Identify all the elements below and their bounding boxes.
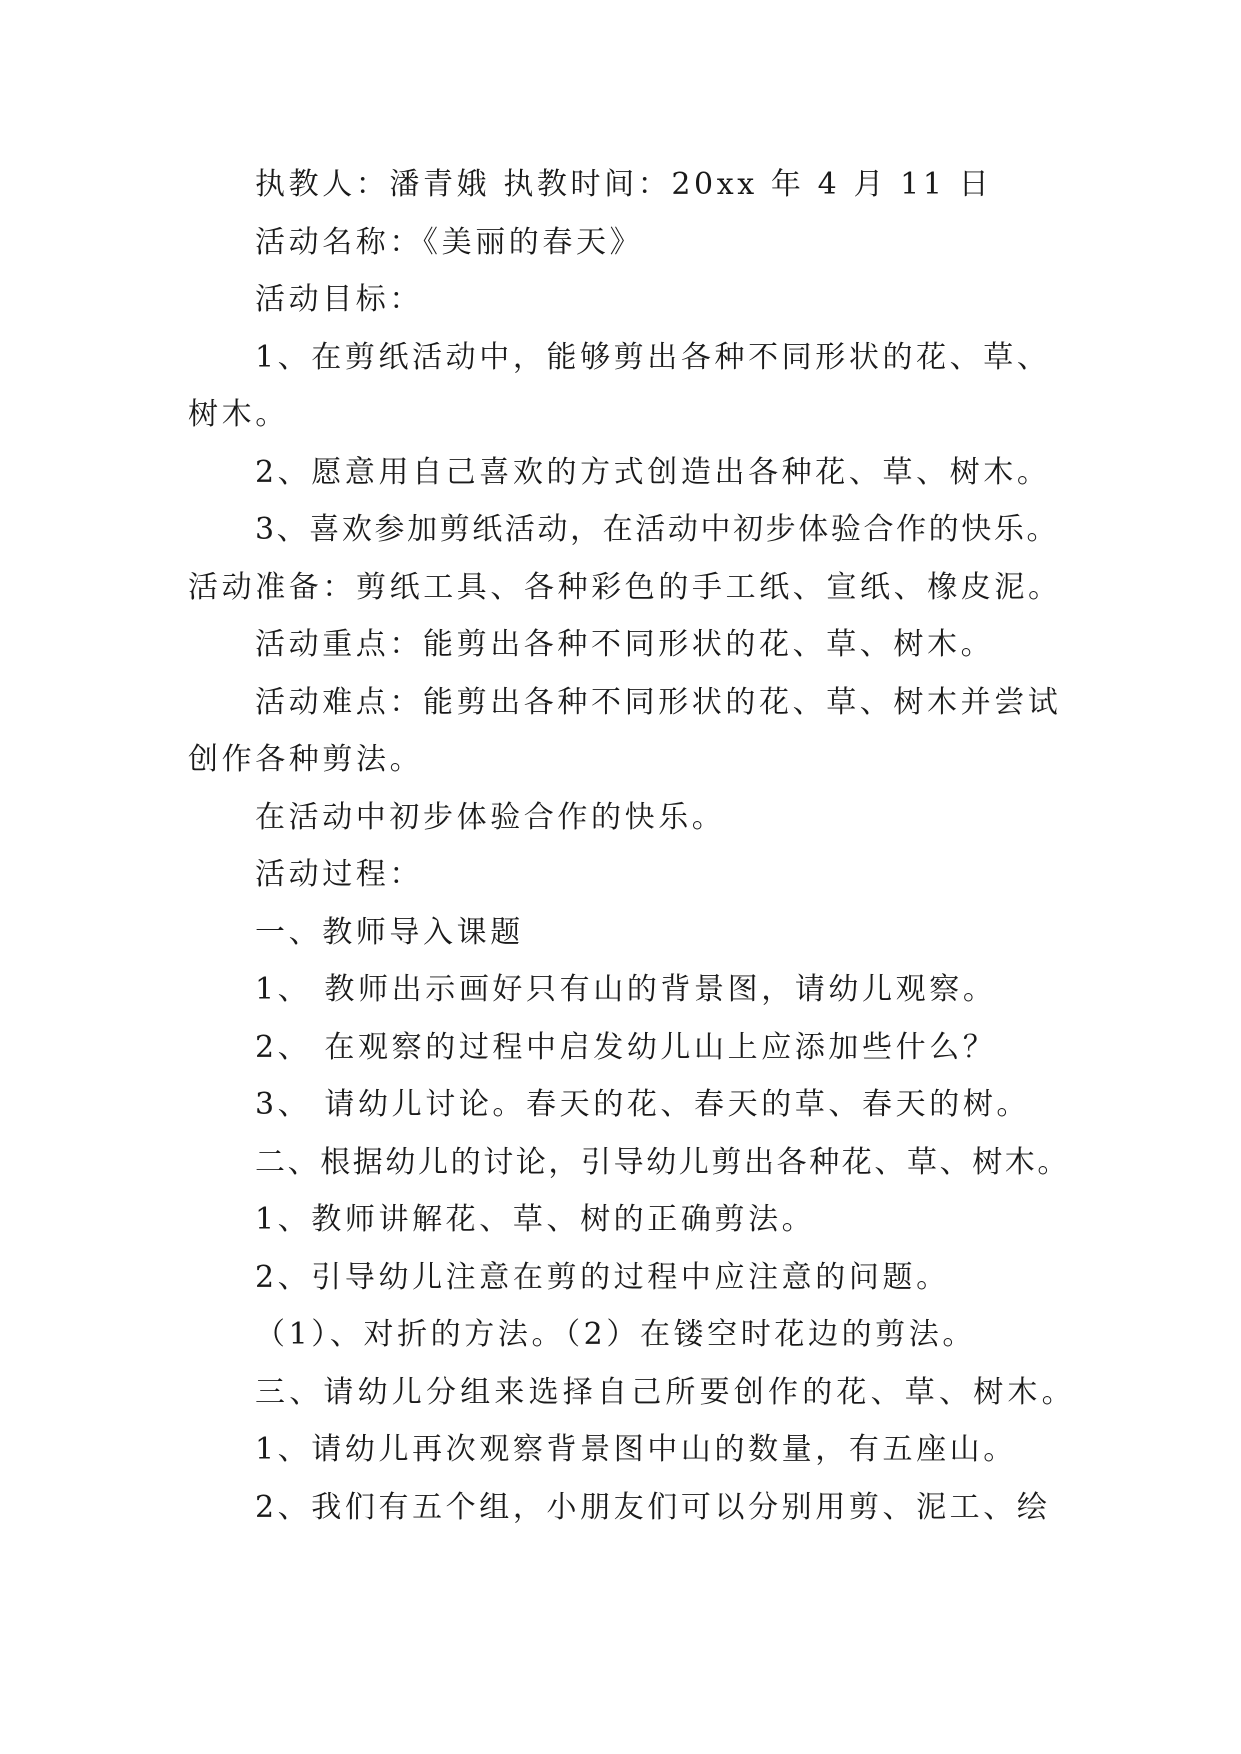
section-3-step-2: 2、我们有五个组，小朋友们可以分别用剪、泥工、绘	[255, 1490, 1051, 1525]
goal-1-continuation: 树木。	[188, 397, 289, 432]
goal-2-line: 2、愿意用自己喜欢的方式创造出各种花、草、树木。	[255, 455, 1051, 490]
activity-preparation-line: 活动准备：剪纸工具、各种彩色的手工纸、宣纸、橡皮泥。	[188, 570, 1062, 605]
activity-process-heading: 活动过程：	[255, 857, 423, 892]
activity-focus-line: 活动重点：能剪出各种不同形状的花、草、树木。	[255, 627, 995, 662]
section-2-step-2: 2、引导幼儿注意在剪的过程中应注意的问题。	[255, 1260, 950, 1295]
goal-3-line: 3、喜欢参加剪纸活动，在活动中初步体验合作的快乐。	[255, 512, 1060, 547]
section-3-heading: 三、请幼儿分组来选择自己所要创作的花、草、树木。	[255, 1375, 1076, 1410]
section-3-step-1: 1、请幼儿再次观察背景图中山的数量，有五座山。	[255, 1432, 1017, 1467]
activity-difficulty-continuation: 创作各种剪法。	[188, 742, 424, 777]
section-1-heading: 一、教师导入课题	[255, 915, 524, 950]
section-1-step-1: 1、 教师出示画好只有山的背景图，请幼儿观察。	[255, 972, 997, 1007]
section-1-step-2: 2、 在观察的过程中启发幼儿山上应添加些什么？	[255, 1030, 997, 1065]
activity-name-line: 活动名称：《美丽的春天》	[255, 225, 644, 260]
activity-difficulty-line: 活动难点：能剪出各种不同形状的花、草、树木并尝试	[255, 685, 1062, 720]
section-1-step-3: 3、 请幼儿讨论。春天的花、春天的草、春天的树。	[255, 1087, 1031, 1122]
teacher-info-line: 执教人：潘青娥 执教时间：20xx 年 4 月 11 日	[255, 167, 993, 202]
goal-1-line: 1、在剪纸活动中，能够剪出各种不同形状的花、草、	[255, 340, 1051, 375]
activity-goals-heading: 活动目标：	[255, 282, 423, 317]
section-2-step-1: 1、教师讲解花、草、树的正确剪法。	[255, 1202, 816, 1237]
section-2-heading: 二、根据幼儿的讨论，引导幼儿剪出各种花、草、树木。	[255, 1145, 1070, 1180]
section-2-substeps: （1）、对折的方法。（2）在镂空时花边的剪法。	[255, 1317, 976, 1352]
cooperation-line: 在活动中初步体验合作的快乐。	[255, 800, 726, 835]
